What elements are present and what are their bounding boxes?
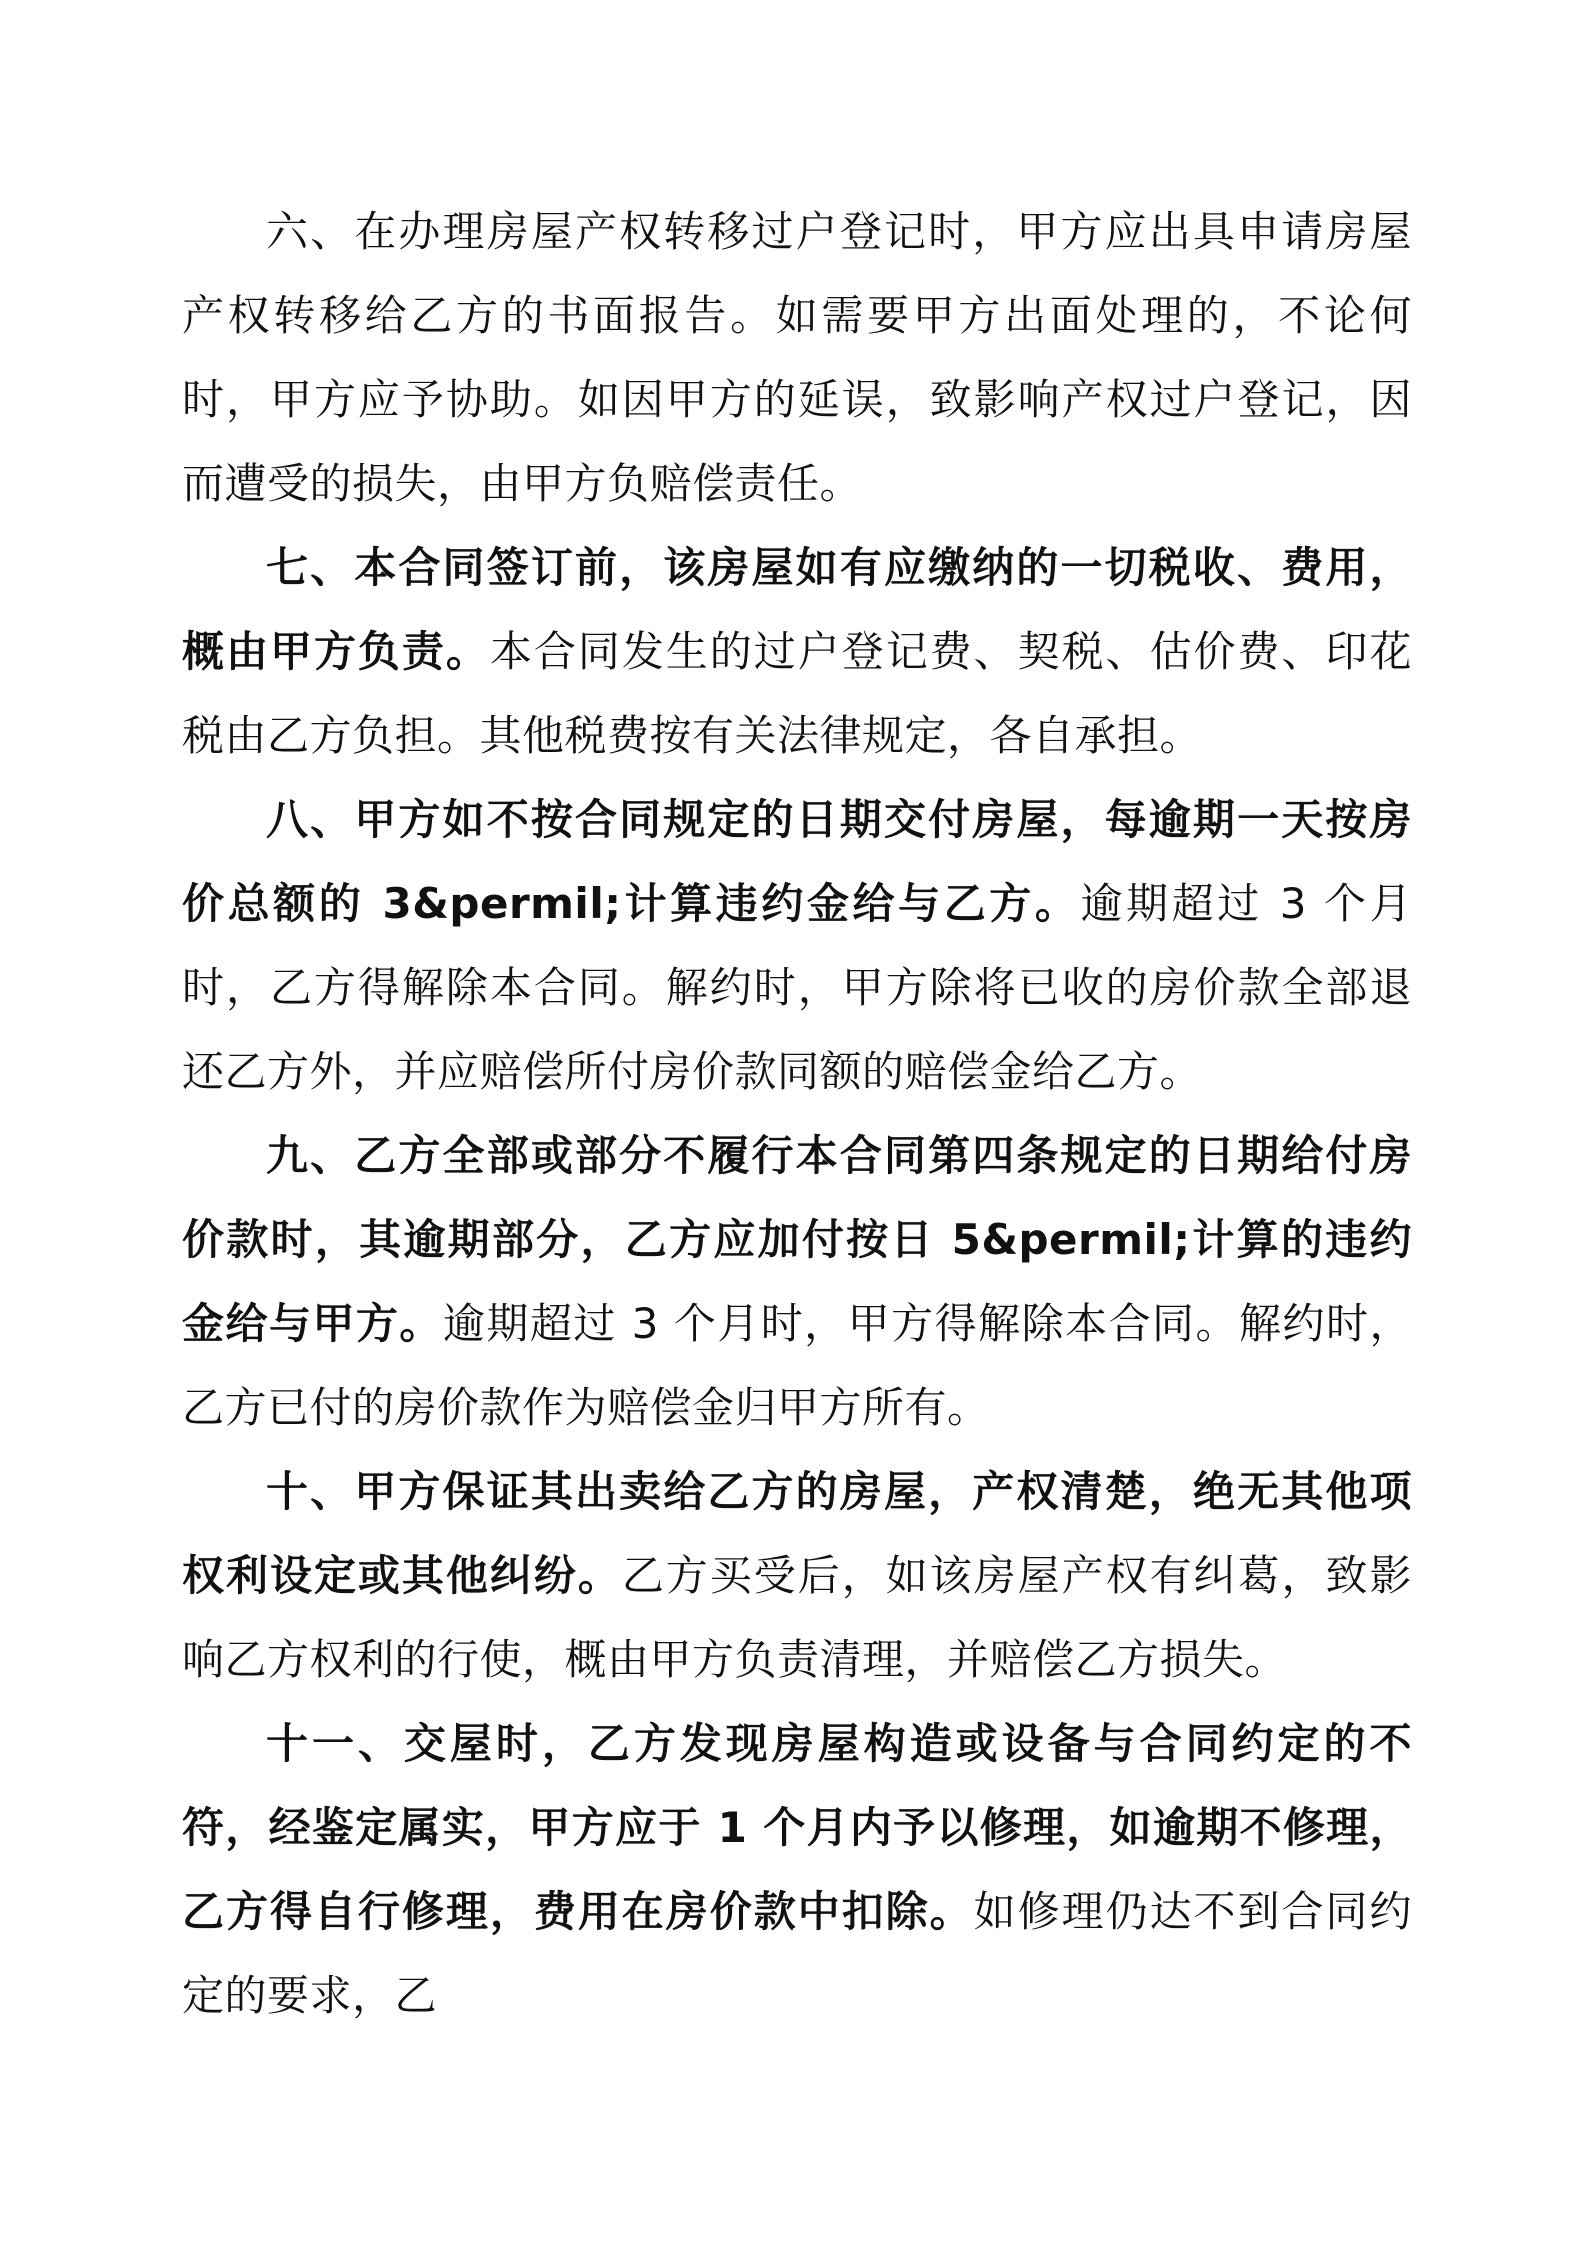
clause-7-text: 本合同发生的过户登记费、契税、估价费、印花税由乙方负担。其他税费按有关法律规定，各自承担。 — [182, 627, 1412, 760]
clause-8 — [182, 778, 1412, 1114]
clause-6-text: 六、在办理房屋产权转移过户登记时，甲方应出具申请房屋产权转移给乙方的书面报告。如需要甲方出面处理的，不论何时，甲方应予协助。如因甲方的延误，致影响产权过户登记，因而遭受的损失，由甲方负赔偿责任。 — [182, 207, 1412, 508]
clause-7-bold-text: 七、本合同签订前，该房屋如有应缴纳的一切税收、费用，概由甲方负责。 — [182, 543, 1412, 676]
clause-11-text: 如修理仍达不到合同约定的要求，乙 — [182, 1887, 1412, 2020]
clause-9 — [182, 1114, 1412, 1450]
clause-10 — [182, 1450, 1412, 1702]
document-body — [182, 190, 1412, 2038]
clause-11-bold-text: 十一、交屋时，乙方发现房屋构造或设备与合同约定的不符，经鉴定属实，甲方应于 1 个月内予以修理，如逾期不修理，乙方得自行修理，费用在房价款中扣除。 — [182, 1719, 1412, 1936]
clause-8-bold-text: 八、甲方如不按合同规定的日期交付房屋，每逾期一天按房价总额的 3&permil;计算违约金给与乙方。 — [182, 795, 1412, 928]
clause-10-bold-text: 十、甲方保证其出卖给乙方的房屋，产权清楚，绝无其他项权利设定或其他纠纷。 — [182, 1467, 1412, 1600]
clause-10-text: 乙方买受后，如该房屋产权有纠葛，致影响乙方权利的行使，概由甲方负责清理，并赔偿乙方损失。 — [182, 1551, 1412, 1684]
clause-7 — [182, 526, 1412, 778]
clause-9-bold-text: 九、乙方全部或部分不履行本合同第四条规定的日期给付房价款时，其逾期部分，乙方应加付按日 5&permil;计算的违约金给与甲方。 — [182, 1131, 1412, 1348]
clause-9-text: 逾期超过 3 个月时，甲方得解除本合同。解约时，乙方已付的房价款作为赔偿金归甲方所有。 — [182, 1299, 1412, 1432]
clause-8-text: 逾期超过 3 个月时，乙方得解除本合同。解约时，甲方除将已收的房价款全部退还乙方外，并应赔偿所付房价款同额的赔偿金给乙方。 — [182, 879, 1412, 1096]
clause-11 — [182, 1702, 1412, 2038]
clause-6 — [182, 190, 1412, 526]
